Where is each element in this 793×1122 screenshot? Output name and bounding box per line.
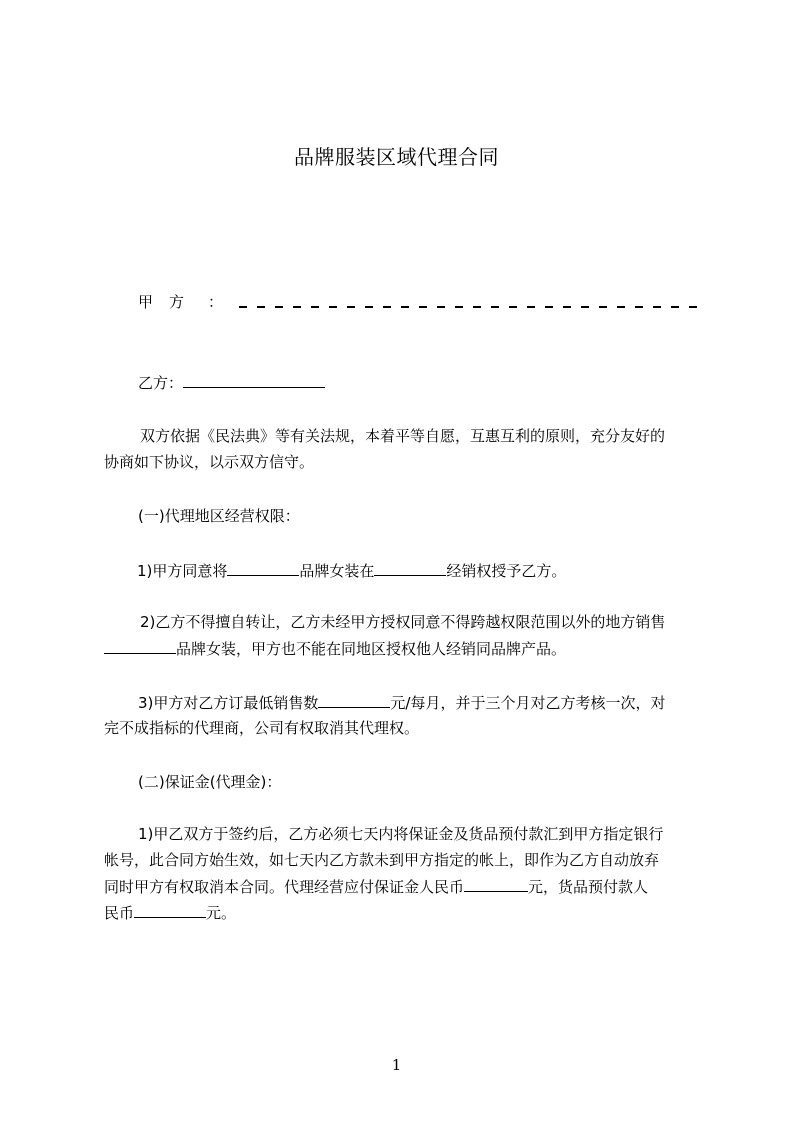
- s2-item1-text-d: 元。: [206, 904, 237, 922]
- s1-item1-text-a: 1)甲方同意将: [137, 562, 228, 580]
- s2-item1-text-c: 民币: [104, 904, 135, 922]
- brand-blank-field-2[interactable]: [104, 638, 176, 654]
- section-2-heading: (二)保证金(代理金)：: [138, 773, 282, 791]
- section-2-item-1-line-3: [104, 876, 648, 897]
- s2-item1-text-a: 同时甲方有权取消本合同。代理经营应付保证金人民币: [104, 878, 465, 896]
- prepayment-amount-blank-field[interactable]: [134, 902, 206, 918]
- party-a-blank-field[interactable]: [239, 306, 703, 308]
- region-blank-field[interactable]: [374, 560, 446, 576]
- s1-item2-text: 品牌女装，甲方也不能在同地区授权他人经销同品牌产品。: [176, 640, 567, 658]
- party-a-label: 甲方: [138, 293, 201, 311]
- page-number: 1: [391, 1056, 402, 1074]
- s1-item1-text-b: 品牌女装在: [299, 562, 375, 580]
- brand-blank-field[interactable]: [227, 560, 299, 576]
- section-1-item-1: [137, 560, 566, 581]
- party-b-line: [138, 372, 325, 393]
- section-2-item-1-line-4: [104, 902, 236, 923]
- section-1-item-3-line-2: 完不成指标的代理商，公司有权取消其代理权。: [104, 719, 420, 737]
- s2-item1-text-b: 元，货品预付款人: [528, 878, 649, 896]
- s1-item3-text-b: 元/每月，并于三个月对乙方考核一次，对: [390, 694, 666, 712]
- intro-line-1: 双方依据《民法典》等有关法规，本着平等自愿，互惠互利的原则，充分友好的: [140, 427, 666, 445]
- intro-line-2: 协商如下协议，以示双方信守。: [104, 453, 315, 471]
- min-sales-blank-field[interactable]: [318, 692, 390, 708]
- section-2-item-1-line-1: 1)甲乙双方于签约后，乙方必须七天内将保证金及货品预付款汇到甲方指定银行: [138, 825, 664, 843]
- section-1-item-3-line-1: [138, 692, 665, 713]
- party-a-colon: ：: [208, 293, 224, 311]
- party-b-label: 乙方：: [138, 374, 184, 392]
- section-1-item-2-line-1: 2)乙方不得擅自转让，乙方未经甲方授权同意不得跨越权限范围以外的地方销售: [140, 613, 666, 631]
- deposit-amount-blank-field[interactable]: [464, 876, 528, 892]
- section-1-item-2-line-2: [104, 638, 566, 659]
- s1-item3-text-a: 3)甲方对乙方订最低销售数: [138, 694, 319, 712]
- party-a-line: [138, 292, 703, 312]
- section-1-heading: (一)代理地区经营权限：: [138, 507, 300, 525]
- contract-title: 品牌服装区域代理合同: [294, 145, 499, 169]
- party-b-blank-field[interactable]: [183, 372, 325, 388]
- s1-item1-text-c: 经销权授予乙方。: [446, 562, 567, 580]
- section-2-item-1-line-2: 帐号，此合同方始生效，如七天内乙方款未到甲方指定的帐上，即作为乙方自动放弃: [104, 851, 660, 869]
